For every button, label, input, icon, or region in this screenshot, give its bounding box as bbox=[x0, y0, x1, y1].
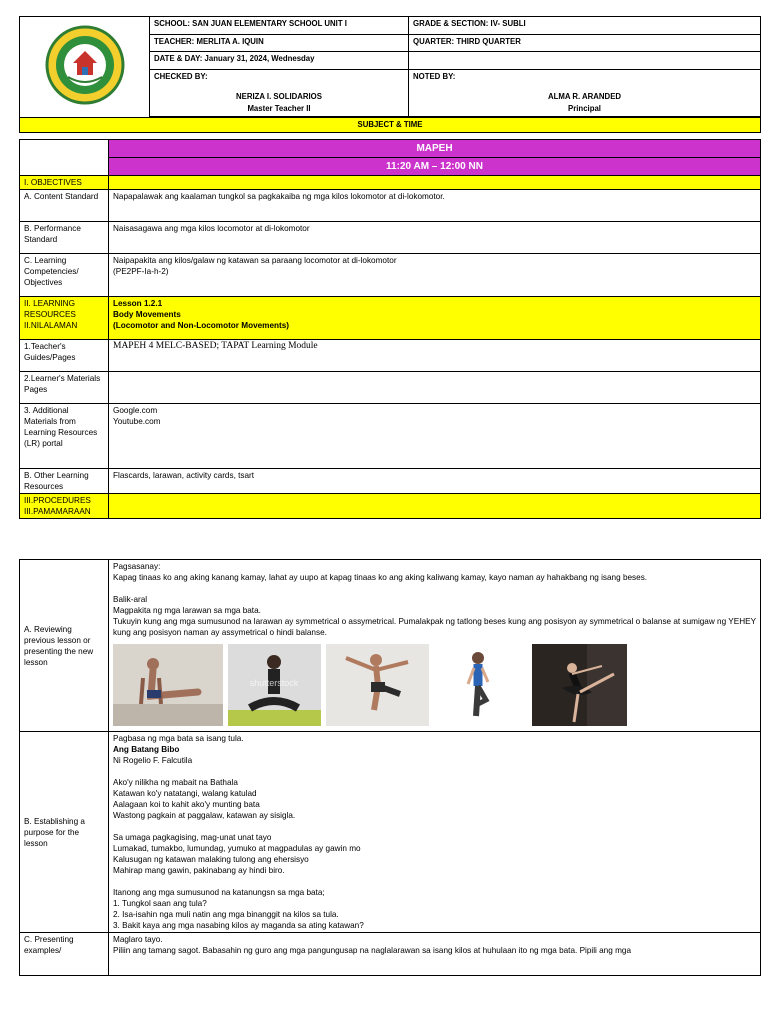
photo-l-sit-pose bbox=[113, 644, 223, 726]
balik-aral-heading: Balik-aral bbox=[113, 595, 148, 604]
questions-intro: Itanong ang mga sumusunod na katanungsn sa mga bata; bbox=[113, 888, 325, 897]
school-seal-logo bbox=[20, 17, 150, 113]
procedures-label: III.PROCEDURES III.PAMAMARAAN bbox=[20, 494, 109, 519]
performance-standard-text: Naisasagawa ang mga kilos locomotor at di-lokomotor bbox=[109, 222, 761, 254]
lesson-cell bbox=[109, 297, 761, 340]
checked-by-label: CHECKED BY: bbox=[154, 72, 208, 81]
photo-ballet-pose bbox=[532, 644, 627, 726]
competencies-line: Naipapakita ang kilos/galaw ng katawan sa paraang locomotor at di-lokomotor bbox=[113, 256, 397, 265]
competencies-code: (PE2PF-Ia-h-2) bbox=[113, 267, 169, 276]
noted-by-cell bbox=[409, 70, 761, 117]
objectives-label: I. OBJECTIVES bbox=[20, 176, 109, 190]
competencies-text bbox=[109, 254, 761, 297]
stanza-1-line: Aalagaan koi to kahit ako'y munting bata bbox=[113, 800, 260, 809]
learners-materials-text bbox=[109, 372, 761, 404]
purpose-content bbox=[109, 732, 761, 933]
checked-by-cell bbox=[150, 70, 409, 117]
lesson-title: Body Movements bbox=[113, 310, 181, 319]
noter-name: ALMA R. ARANDED bbox=[547, 92, 622, 101]
presenting-content bbox=[109, 933, 761, 976]
lesson-subtitle: (Locomotor and Non-Locomotor Movements) bbox=[113, 321, 290, 330]
stanza-2-line: Mahirap mang gawin, pakinabang ay hindi biro. bbox=[113, 866, 285, 875]
reviewing-content bbox=[109, 560, 761, 732]
teachers-guide-text: MAPEH 4 MELC-BASED; TAPAT Learning Module bbox=[109, 340, 761, 372]
additional-materials-label: 3. Additional Materials from Learning Resources (LR) portal bbox=[20, 404, 109, 469]
blank-corner-cell bbox=[20, 140, 109, 176]
question-item: 2. Isa-isahin nga muli natin ang mga binanggit na kilos sa tula. bbox=[113, 910, 339, 919]
stanza-2-line: Kalusugan ng katawan malaking tulong ang ehersisyo bbox=[113, 855, 309, 864]
poem-title: Ang Batang Bibo bbox=[113, 745, 180, 754]
pose-photos bbox=[113, 644, 756, 726]
photo-watermark: shutterstock bbox=[249, 678, 299, 688]
pagsasanay-text: Kapag tinaas ko ang aking kanang kamay, lahat ay uupo at kapag tinaas ko ang aking kaliwang kamay, kayo naman ay hahakbang ng isang beses. bbox=[113, 573, 648, 582]
stanza-1-line: Wastong pagkain at paggalaw, katawan ay sisigla. bbox=[113, 811, 296, 820]
learners-materials-label: 2.Learner's Materials Pages bbox=[20, 372, 109, 404]
competencies-label: C. Learning Competencies/ Objectives bbox=[20, 254, 109, 297]
performance-standard-label: B. Performance Standard bbox=[20, 222, 109, 254]
date-cell: DATE & DAY: January 31, 2024, Wednesday bbox=[150, 52, 409, 70]
maglaro-text: Maglaro tayo. bbox=[113, 935, 163, 944]
procedures-table bbox=[19, 559, 761, 976]
photo-balance-pose bbox=[326, 644, 429, 726]
checker-name: NERIZA I. SOLIDARIOS bbox=[236, 92, 322, 101]
logo-cell bbox=[20, 17, 150, 118]
balik-aral-line-1: Magpakita ng mga larawan sa mga bata. bbox=[113, 606, 261, 615]
lesson-number: Lesson 1.2.1 bbox=[113, 299, 163, 308]
poem-author: Ni Rogelio F. Falcutila bbox=[113, 756, 193, 765]
poem-intro: Pagbasa ng mga bata sa isang tula. bbox=[113, 734, 244, 743]
reviewing-label: A. Reviewing previous lesson or presenting the new lesson bbox=[20, 560, 109, 732]
subject-time-bar: SUBJECT & TIME bbox=[20, 118, 761, 133]
lesson-plan-table bbox=[19, 139, 761, 519]
empty-cell bbox=[409, 52, 761, 70]
additional-link-youtube: Youtube.com bbox=[113, 417, 161, 426]
question-item: 3. Bakit kaya ang mga nasabing kilos ay maganda sa ating katawan? bbox=[113, 921, 364, 930]
noted-by-label: NOTED BY: bbox=[413, 72, 456, 81]
checker-title: Master Teacher II bbox=[247, 104, 311, 113]
stanza-1-line: Katawan ko'y natatangi, walang katulad bbox=[113, 789, 257, 798]
other-resources-text: Flascards, larawan, activity cards, tsart bbox=[109, 469, 761, 494]
content-standard-text: Napapalawak ang kaalaman tungkol sa pagkakaiba ng mga kilos lokomotor at di-lokomotor. bbox=[109, 190, 761, 222]
quarter-cell: QUARTER: THIRD QUARTER bbox=[409, 34, 761, 52]
objectives-blank bbox=[109, 176, 761, 190]
stanza-1-line: Ako'y nilikha ng mabait na Bathala bbox=[113, 778, 238, 787]
piliin-text: Piliin ang tamang sagot. Babasahin ng guro ang mga pangungusap na naglalarawan sa isang kilos at huhulaan ito ng mga bata. Pipili ang mga bbox=[113, 946, 631, 955]
presenting-label: C. Presenting examples/ bbox=[20, 933, 109, 976]
other-resources-label: B. Other Learning Resources bbox=[20, 469, 109, 494]
time-heading: 11:20 AM – 12:00 NN bbox=[109, 158, 761, 176]
photo-lotus-pose bbox=[228, 644, 321, 726]
header-table bbox=[19, 16, 761, 133]
photo-standing-pose bbox=[434, 644, 527, 726]
balik-aral-line-2: Tukuyin kung ang mga sumusunod na larawan ay symmetrical o assymetrical. Pumalakpak ng tatlong beses kung ang posisyon ay symmetrical o balanse at sumigaw ng YEHEY kung ang posisyon naman ay assymetrical o hindi balanse. bbox=[113, 617, 756, 637]
stanza-2-line: Lumakad, tumakbo, lumundag, yumuko at magpadulas ay gawin mo bbox=[113, 844, 361, 853]
stanza-2-line: Sa umaga pagkagising, mag-unat unat tayo bbox=[113, 833, 272, 842]
question-item: 1. Tungkol saan ang tula? bbox=[113, 899, 207, 908]
teachers-guide-label: 1.Teacher's Guides/Pages bbox=[20, 340, 109, 372]
subject-heading: MAPEH bbox=[109, 140, 761, 158]
additional-link-google: Google.com bbox=[113, 406, 158, 415]
purpose-label: B. Establishing a purpose for the lesson bbox=[20, 732, 109, 933]
pagsasanay-heading: Pagsasanay: bbox=[113, 562, 161, 571]
grade-section-cell: GRADE & SECTION: IV- SUBLI bbox=[409, 17, 761, 35]
noter-title: Principal bbox=[568, 104, 601, 113]
school-cell: SCHOOL: SAN JUAN ELEMENTARY SCHOOL UNIT I bbox=[150, 17, 409, 35]
teacher-cell: TEACHER: MERLITA A. IQUIN bbox=[150, 34, 409, 52]
content-standard-label: A. Content Standard bbox=[20, 190, 109, 222]
procedures-blank bbox=[109, 494, 761, 519]
additional-materials-text bbox=[109, 404, 761, 469]
resources-label: II. LEARNING RESOURCES II.NILALAMAN bbox=[20, 297, 109, 340]
